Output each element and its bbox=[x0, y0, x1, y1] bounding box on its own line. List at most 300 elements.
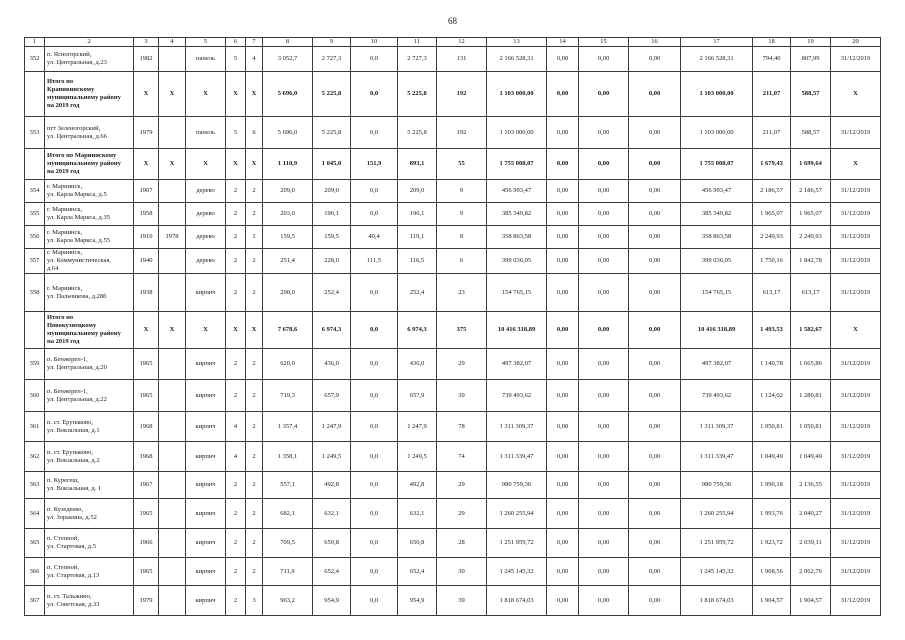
cost-fund-cell: 0,00 bbox=[547, 349, 579, 380]
unit-cost-cell: 2 186,57 bbox=[753, 180, 791, 203]
row-number-cell: 352 bbox=[25, 47, 45, 72]
last-repair-year-cell: 1978 bbox=[159, 226, 186, 249]
repair-cost-total-cell: 1 755 008,07 bbox=[487, 149, 547, 180]
column-number-row bbox=[25, 38, 881, 47]
repair-cost-total-cell: 1 103 000,00 bbox=[487, 72, 547, 117]
premises-area-total-cell: 159,5 bbox=[313, 226, 351, 249]
premises-area-part-2-cell: 657,9 bbox=[398, 380, 437, 412]
commissioning-year-cell: 1965 bbox=[134, 380, 159, 412]
completion-date-cell: 31/12/2019 bbox=[831, 47, 881, 72]
total-area-cell: 682,1 bbox=[263, 499, 313, 529]
floors-cell: X bbox=[226, 72, 246, 117]
residents-count-cell: 9 bbox=[437, 203, 487, 226]
table-row bbox=[25, 274, 881, 312]
premises-area-total-cell: 657,9 bbox=[313, 380, 351, 412]
cost-fund-cell: 0,00 bbox=[547, 180, 579, 203]
commissioning-year-cell: 1965 bbox=[134, 558, 159, 586]
entrances-cell: 2 bbox=[246, 349, 263, 380]
district-total-row bbox=[25, 312, 881, 349]
premises-area-part-1-cell: 0,0 bbox=[351, 472, 398, 499]
floors-cell: 2 bbox=[226, 529, 246, 558]
cost-local-budget-cell: 0,00 bbox=[629, 180, 681, 203]
premises-area-total-cell: 196,1 bbox=[313, 203, 351, 226]
column-number-18: 18 bbox=[753, 38, 791, 47]
column-number-5: 5 bbox=[186, 38, 226, 47]
total-area-cell: 620,0 bbox=[263, 349, 313, 380]
floors-cell: 2 bbox=[226, 274, 246, 312]
repair-cost-total-cell: 1 260 255,94 bbox=[487, 499, 547, 529]
last-repair-year-cell bbox=[159, 529, 186, 558]
cost-owners-cell: 154 765,15 bbox=[681, 274, 753, 312]
unit-cost-cell: 1 049,49 bbox=[753, 442, 791, 472]
premises-area-part-1-cell: 0,0 bbox=[351, 72, 398, 117]
premises-area-part-1-cell: 0,0 bbox=[351, 412, 398, 442]
entrances-cell: 2 bbox=[246, 180, 263, 203]
district-total-row bbox=[25, 149, 881, 180]
completion-date-cell: 31/12/2019 bbox=[831, 380, 881, 412]
premises-area-total-cell: 2 727,3 bbox=[313, 47, 351, 72]
total-area-cell: 5 696,0 bbox=[263, 72, 313, 117]
cost-fund-cell: 0,00 bbox=[547, 442, 579, 472]
premises-area-part-1-cell: 0,0 bbox=[351, 586, 398, 616]
floors-cell: 2 bbox=[226, 380, 246, 412]
premises-area-part-2-cell: 954,9 bbox=[398, 586, 437, 616]
total-area-cell: 709,5 bbox=[263, 529, 313, 558]
cost-local-budget-cell: 0,00 bbox=[629, 472, 681, 499]
row-number-cell bbox=[25, 149, 45, 180]
residents-count-cell: 39 bbox=[437, 380, 487, 412]
completion-date-cell: 31/12/2019 bbox=[831, 529, 881, 558]
floors-cell: 2 bbox=[226, 203, 246, 226]
residents-count-cell: 29 bbox=[437, 349, 487, 380]
premises-area-part-1-cell: 0,0 bbox=[351, 529, 398, 558]
premises-area-total-cell: 5 225,8 bbox=[313, 117, 351, 149]
address-cell: п. Степной, ул. Стартовая, д.13 bbox=[45, 558, 134, 586]
completion-date-cell: 31/12/2019 bbox=[831, 117, 881, 149]
premises-area-part-1-cell: 0,0 bbox=[351, 117, 398, 149]
premises-area-part-1-cell: 0,0 bbox=[351, 558, 398, 586]
premises-area-part-2-cell: 652,4 bbox=[398, 558, 437, 586]
premises-area-part-2-cell: 632,1 bbox=[398, 499, 437, 529]
total-area-cell: 5 696,0 bbox=[263, 117, 313, 149]
max-unit-cost-cell: 613,17 bbox=[791, 274, 831, 312]
last-repair-year-cell bbox=[159, 499, 186, 529]
residents-count-cell: 78 bbox=[437, 412, 487, 442]
commissioning-year-cell: 1982 bbox=[134, 47, 159, 72]
premises-area-part-2-cell: 196,1 bbox=[398, 203, 437, 226]
wall-material-cell: дерево bbox=[186, 249, 226, 274]
commissioning-year-cell: X bbox=[134, 312, 159, 349]
table-row bbox=[25, 442, 881, 472]
premises-area-part-1-cell: 0,0 bbox=[351, 442, 398, 472]
entrances-cell: 2 bbox=[246, 558, 263, 586]
completion-date-cell: 31/12/2019 bbox=[831, 180, 881, 203]
commissioning-year-cell: 1967 bbox=[134, 472, 159, 499]
row-number-cell: 357 bbox=[25, 249, 45, 274]
wall-material-cell: кирпич bbox=[186, 412, 226, 442]
commissioning-year-cell: 1938 bbox=[134, 274, 159, 312]
completion-date-cell: 31/12/2019 bbox=[831, 472, 881, 499]
total-area-cell: 719,3 bbox=[263, 380, 313, 412]
residents-count-cell: 8 bbox=[437, 226, 487, 249]
premises-area-total-cell: 436,0 bbox=[313, 349, 351, 380]
address-cell: п. Бенжереп-1, ул. Центральная, д.22 bbox=[45, 380, 134, 412]
cost-fund-cell: 0,00 bbox=[547, 72, 579, 117]
column-number-12: 12 bbox=[437, 38, 487, 47]
cost-owners-cell: 1 311 339,47 bbox=[681, 442, 753, 472]
unit-cost-cell: 1 965,07 bbox=[753, 203, 791, 226]
table-row bbox=[25, 203, 881, 226]
cost-regional-budget-cell: 0,00 bbox=[579, 442, 629, 472]
cost-local-budget-cell: 0,00 bbox=[629, 586, 681, 616]
floors-cell: 2 bbox=[226, 586, 246, 616]
cost-regional-budget-cell: 0,00 bbox=[579, 226, 629, 249]
column-number-9: 9 bbox=[313, 38, 351, 47]
entrances-cell: X bbox=[246, 312, 263, 349]
cost-regional-budget-cell: 0,00 bbox=[579, 499, 629, 529]
repair-cost-total-cell: 739 493,62 bbox=[487, 380, 547, 412]
premises-area-part-1-cell: 0,0 bbox=[351, 274, 398, 312]
residents-count-cell: 29 bbox=[437, 499, 487, 529]
unit-cost-cell: 1 990,18 bbox=[753, 472, 791, 499]
cost-fund-cell: 0,00 bbox=[547, 249, 579, 274]
table-row bbox=[25, 47, 881, 72]
column-number-2: 2 bbox=[45, 38, 134, 47]
address-cell: Итого по Мариинскому муниципальному району на 2019 год bbox=[45, 149, 134, 180]
premises-area-total-cell: 5 225,8 bbox=[313, 72, 351, 117]
address-cell: г. Мариинск, ул. Карла Маркса, д.55 bbox=[45, 226, 134, 249]
completion-date-cell: 31/12/2019 bbox=[831, 203, 881, 226]
premises-area-total-cell: 954,9 bbox=[313, 586, 351, 616]
entrances-cell: 2 bbox=[246, 412, 263, 442]
total-area-cell: 1 358,1 bbox=[263, 442, 313, 472]
premises-area-part-2-cell: 436,0 bbox=[398, 349, 437, 380]
max-unit-cost-cell: 2 186,57 bbox=[791, 180, 831, 203]
column-number-19: 19 bbox=[791, 38, 831, 47]
total-area-cell: 1 110,9 bbox=[263, 149, 313, 180]
premises-area-part-1-cell: 0,0 bbox=[351, 380, 398, 412]
wall-material-cell: кирпич bbox=[186, 274, 226, 312]
max-unit-cost-cell: 1 904,57 bbox=[791, 586, 831, 616]
column-number-1: 1 bbox=[25, 38, 45, 47]
last-repair-year-cell bbox=[159, 442, 186, 472]
wall-material-cell: кирпич bbox=[186, 558, 226, 586]
total-area-cell: 711,9 bbox=[263, 558, 313, 586]
column-number-7: 7 bbox=[246, 38, 263, 47]
column-number-20: 20 bbox=[831, 38, 881, 47]
cost-fund-cell: 0,00 bbox=[547, 380, 579, 412]
row-number-cell bbox=[25, 312, 45, 349]
residents-count-cell: 192 bbox=[437, 117, 487, 149]
address-cell: г. Мариинск, ул. Карла Маркса, д.35 bbox=[45, 203, 134, 226]
max-unit-cost-cell: 1 280,81 bbox=[791, 380, 831, 412]
address-cell: г. Мариинск, ул. Пальчикова, д.28б bbox=[45, 274, 134, 312]
cost-regional-budget-cell: 0,00 bbox=[579, 149, 629, 180]
wall-material-cell: дерево bbox=[186, 226, 226, 249]
cost-owners-cell: 10 416 318,89 bbox=[681, 312, 753, 349]
column-number-10: 10 bbox=[351, 38, 398, 47]
completion-date-cell: X bbox=[831, 149, 881, 180]
commissioning-year-cell: 1910 bbox=[134, 226, 159, 249]
entrances-cell: 2 bbox=[246, 442, 263, 472]
floors-cell: 5 bbox=[226, 47, 246, 72]
unit-cost-cell: 1 493,53 bbox=[753, 312, 791, 349]
entrances-cell: 2 bbox=[246, 472, 263, 499]
cost-regional-budget-cell: 0,00 bbox=[579, 203, 629, 226]
cost-fund-cell: 0,00 bbox=[547, 472, 579, 499]
cost-fund-cell: 0,00 bbox=[547, 558, 579, 586]
repair-cost-total-cell: 358 863,58 bbox=[487, 226, 547, 249]
row-number-cell: 364 bbox=[25, 499, 45, 529]
row-number-cell: 354 bbox=[25, 180, 45, 203]
cost-owners-cell: 399 036,05 bbox=[681, 249, 753, 274]
cost-local-budget-cell: 0,00 bbox=[629, 47, 681, 72]
repair-cost-total-cell: 154 765,15 bbox=[487, 274, 547, 312]
total-area-cell: 7 678,6 bbox=[263, 312, 313, 349]
cost-local-budget-cell: 0,00 bbox=[629, 412, 681, 442]
premises-area-part-1-cell: 0,0 bbox=[351, 180, 398, 203]
residents-count-cell: 74 bbox=[437, 442, 487, 472]
unit-cost-cell: 1 679,43 bbox=[753, 149, 791, 180]
row-number-cell: 362 bbox=[25, 442, 45, 472]
floors-cell: 2 bbox=[226, 558, 246, 586]
unit-cost-cell: 1 050,81 bbox=[753, 412, 791, 442]
last-repair-year-cell: X bbox=[159, 149, 186, 180]
table-row bbox=[25, 472, 881, 499]
column-number-17: 17 bbox=[681, 38, 753, 47]
column-number-16: 16 bbox=[629, 38, 681, 47]
completion-date-cell: 31/12/2019 bbox=[831, 226, 881, 249]
repair-cost-total-cell: 1 818 674,03 bbox=[487, 586, 547, 616]
cost-regional-budget-cell: 0,00 bbox=[579, 558, 629, 586]
premises-area-part-2-cell: 650,8 bbox=[398, 529, 437, 558]
cost-owners-cell: 2 166 528,31 bbox=[681, 47, 753, 72]
floors-cell: X bbox=[226, 149, 246, 180]
capital-repair-table bbox=[24, 37, 881, 616]
cost-owners-cell: 385 349,82 bbox=[681, 203, 753, 226]
wall-material-cell: кирпич bbox=[186, 380, 226, 412]
max-unit-cost-cell: 2 249,93 bbox=[791, 226, 831, 249]
cost-regional-budget-cell: 0,00 bbox=[579, 72, 629, 117]
premises-area-part-2-cell: 1 247,9 bbox=[398, 412, 437, 442]
total-area-cell: 3 052,7 bbox=[263, 47, 313, 72]
cost-regional-budget-cell: 0,00 bbox=[579, 180, 629, 203]
cost-local-budget-cell: 0,00 bbox=[629, 149, 681, 180]
table-row bbox=[25, 529, 881, 558]
table-row bbox=[25, 226, 881, 249]
residents-count-cell: 6 bbox=[437, 249, 487, 274]
address-cell: пгт Зеленогорский, ул. Центральная, д.66 bbox=[45, 117, 134, 149]
premises-area-part-2-cell: 252,4 bbox=[398, 274, 437, 312]
premises-area-total-cell: 650,8 bbox=[313, 529, 351, 558]
premises-area-part-1-cell: 0,0 bbox=[351, 312, 398, 349]
residents-count-cell: 29 bbox=[437, 472, 487, 499]
cost-owners-cell: 497 382,07 bbox=[681, 349, 753, 380]
cost-regional-budget-cell: 0,00 bbox=[579, 412, 629, 442]
floors-cell: 4 bbox=[226, 412, 246, 442]
last-repair-year-cell: X bbox=[159, 312, 186, 349]
address-cell: г. Мариинск, ул. Карла Маркса, д.5 bbox=[45, 180, 134, 203]
cost-local-budget-cell: 0,00 bbox=[629, 349, 681, 380]
cost-local-budget-cell: 0,00 bbox=[629, 274, 681, 312]
row-number-cell: 360 bbox=[25, 380, 45, 412]
completion-date-cell: 31/12/2019 bbox=[831, 442, 881, 472]
cost-fund-cell: 0,00 bbox=[547, 499, 579, 529]
max-unit-cost-cell: 2 040,27 bbox=[791, 499, 831, 529]
commissioning-year-cell: 1940 bbox=[134, 249, 159, 274]
entrances-cell: 3 bbox=[246, 586, 263, 616]
premises-area-part-2-cell: 5 225,8 bbox=[398, 72, 437, 117]
wall-material-cell: X bbox=[186, 312, 226, 349]
max-unit-cost-cell: 807,99 bbox=[791, 47, 831, 72]
max-unit-cost-cell: 2 039,11 bbox=[791, 529, 831, 558]
completion-date-cell: 31/12/2019 bbox=[831, 586, 881, 616]
premises-area-part-2-cell: 893,1 bbox=[398, 149, 437, 180]
premises-area-part-1-cell: 0,0 bbox=[351, 203, 398, 226]
residents-count-cell: 55 bbox=[437, 149, 487, 180]
residents-count-cell: 23 bbox=[437, 274, 487, 312]
wall-material-cell: X bbox=[186, 149, 226, 180]
cost-regional-budget-cell: 0,00 bbox=[579, 47, 629, 72]
floors-cell: 5 bbox=[226, 117, 246, 149]
repair-cost-total-cell: 10 416 318,89 bbox=[487, 312, 547, 349]
row-number-cell: 355 bbox=[25, 203, 45, 226]
entrances-cell: 2 bbox=[246, 499, 263, 529]
repair-cost-total-cell: 1 311 309,37 bbox=[487, 412, 547, 442]
completion-date-cell: X bbox=[831, 312, 881, 349]
column-number-4: 4 bbox=[159, 38, 186, 47]
wall-material-cell: кирпич bbox=[186, 586, 226, 616]
premises-area-total-cell: 6 974,3 bbox=[313, 312, 351, 349]
cost-fund-cell: 0,00 bbox=[547, 226, 579, 249]
cost-owners-cell: 1 260 255,94 bbox=[681, 499, 753, 529]
commissioning-year-cell: X bbox=[134, 72, 159, 117]
premises-area-total-cell: 632,1 bbox=[313, 499, 351, 529]
table-row bbox=[25, 380, 881, 412]
residents-count-cell: 39 bbox=[437, 586, 487, 616]
cost-local-budget-cell: 0,00 bbox=[629, 249, 681, 274]
commissioning-year-cell: X bbox=[134, 149, 159, 180]
cost-regional-budget-cell: 0,00 bbox=[579, 249, 629, 274]
unit-cost-cell: 1 124,02 bbox=[753, 380, 791, 412]
max-unit-cost-cell: 1 699,64 bbox=[791, 149, 831, 180]
max-unit-cost-cell: 1 965,07 bbox=[791, 203, 831, 226]
wall-material-cell: кирпич bbox=[186, 529, 226, 558]
premises-area-part-1-cell: 40,4 bbox=[351, 226, 398, 249]
premises-area-part-1-cell: 111,5 bbox=[351, 249, 398, 274]
max-unit-cost-cell: 588,57 bbox=[791, 72, 831, 117]
unit-cost-cell: 211,07 bbox=[753, 72, 791, 117]
cost-owners-cell: 1 103 000,00 bbox=[681, 72, 753, 117]
wall-material-cell: панель bbox=[186, 47, 226, 72]
floors-cell: 2 bbox=[226, 349, 246, 380]
row-number-cell: 356 bbox=[25, 226, 45, 249]
max-unit-cost-cell: 1 049,49 bbox=[791, 442, 831, 472]
unit-cost-cell: 1 908,56 bbox=[753, 558, 791, 586]
cost-local-budget-cell: 0,00 bbox=[629, 203, 681, 226]
max-unit-cost-cell: 1 582,67 bbox=[791, 312, 831, 349]
repair-cost-total-cell: 1 251 959,72 bbox=[487, 529, 547, 558]
floors-cell: 2 bbox=[226, 180, 246, 203]
premises-area-part-1-cell: 0,0 bbox=[351, 349, 398, 380]
last-repair-year-cell: X bbox=[159, 72, 186, 117]
row-number-cell bbox=[25, 72, 45, 117]
cost-regional-budget-cell: 0,00 bbox=[579, 117, 629, 149]
premises-area-total-cell: 209,0 bbox=[313, 180, 351, 203]
address-cell: п. Кузедеево, ул. Зорькина, д.52 bbox=[45, 499, 134, 529]
premises-area-total-cell: 228,0 bbox=[313, 249, 351, 274]
address-cell: п. Степной, ул. Стартовая, д.5 bbox=[45, 529, 134, 558]
table-row bbox=[25, 180, 881, 203]
cost-local-budget-cell: 0,00 bbox=[629, 558, 681, 586]
residents-count-cell: 28 bbox=[437, 529, 487, 558]
cost-local-budget-cell: 0,00 bbox=[629, 499, 681, 529]
repair-cost-total-cell: 497 382,07 bbox=[487, 349, 547, 380]
repair-cost-total-cell: 1 245 145,32 bbox=[487, 558, 547, 586]
residents-count-cell: 131 bbox=[437, 47, 487, 72]
floors-cell: 2 bbox=[226, 499, 246, 529]
total-area-cell: 963,2 bbox=[263, 586, 313, 616]
wall-material-cell: кирпич bbox=[186, 499, 226, 529]
entrances-cell: 2 bbox=[246, 529, 263, 558]
premises-area-part-2-cell: 209,0 bbox=[398, 180, 437, 203]
cost-regional-budget-cell: 0,00 bbox=[579, 472, 629, 499]
column-number-11: 11 bbox=[398, 38, 437, 47]
repair-cost-total-cell: 1 103 000,00 bbox=[487, 117, 547, 149]
premises-area-part-1-cell: 151,9 bbox=[351, 149, 398, 180]
repair-cost-total-cell: 399 036,05 bbox=[487, 249, 547, 274]
address-cell: п. Ясногорский, ул. Центральная, д.23 bbox=[45, 47, 134, 72]
completion-date-cell: 31/12/2019 bbox=[831, 499, 881, 529]
cost-local-budget-cell: 0,00 bbox=[629, 529, 681, 558]
row-number-cell: 361 bbox=[25, 412, 45, 442]
address-cell: п. ст. Ерунаково, ул. Вокзальная, д.1 bbox=[45, 412, 134, 442]
unit-cost-cell: 794,40 bbox=[753, 47, 791, 72]
cost-local-budget-cell: 0,00 bbox=[629, 72, 681, 117]
premises-area-total-cell: 1 045,0 bbox=[313, 149, 351, 180]
unit-cost-cell: 2 249,93 bbox=[753, 226, 791, 249]
cost-local-budget-cell: 0,00 bbox=[629, 442, 681, 472]
premises-area-total-cell: 1 247,9 bbox=[313, 412, 351, 442]
last-repair-year-cell bbox=[159, 472, 186, 499]
completion-date-cell: X bbox=[831, 72, 881, 117]
row-number-cell: 365 bbox=[25, 529, 45, 558]
cost-owners-cell: 1 245 145,32 bbox=[681, 558, 753, 586]
premises-area-total-cell: 252,4 bbox=[313, 274, 351, 312]
max-unit-cost-cell: 2 062,76 bbox=[791, 558, 831, 586]
last-repair-year-cell bbox=[159, 412, 186, 442]
wall-material-cell: кирпич bbox=[186, 472, 226, 499]
premises-area-part-2-cell: 116,5 bbox=[398, 249, 437, 274]
premises-area-part-1-cell: 0,0 bbox=[351, 47, 398, 72]
row-number-cell: 366 bbox=[25, 558, 45, 586]
table-row bbox=[25, 586, 881, 616]
table-row bbox=[25, 349, 881, 380]
entrances-cell: 1 bbox=[246, 226, 263, 249]
last-repair-year-cell bbox=[159, 380, 186, 412]
total-area-cell: 203,0 bbox=[263, 203, 313, 226]
last-repair-year-cell bbox=[159, 349, 186, 380]
floors-cell: 2 bbox=[226, 249, 246, 274]
row-number-cell: 367 bbox=[25, 586, 45, 616]
row-number-cell: 363 bbox=[25, 472, 45, 499]
table-body bbox=[25, 47, 881, 616]
table-row bbox=[25, 412, 881, 442]
repair-cost-total-cell: 980 759,36 bbox=[487, 472, 547, 499]
premises-area-part-1-cell: 0,0 bbox=[351, 499, 398, 529]
cost-fund-cell: 0,00 bbox=[547, 312, 579, 349]
unit-cost-cell: 613,17 bbox=[753, 274, 791, 312]
